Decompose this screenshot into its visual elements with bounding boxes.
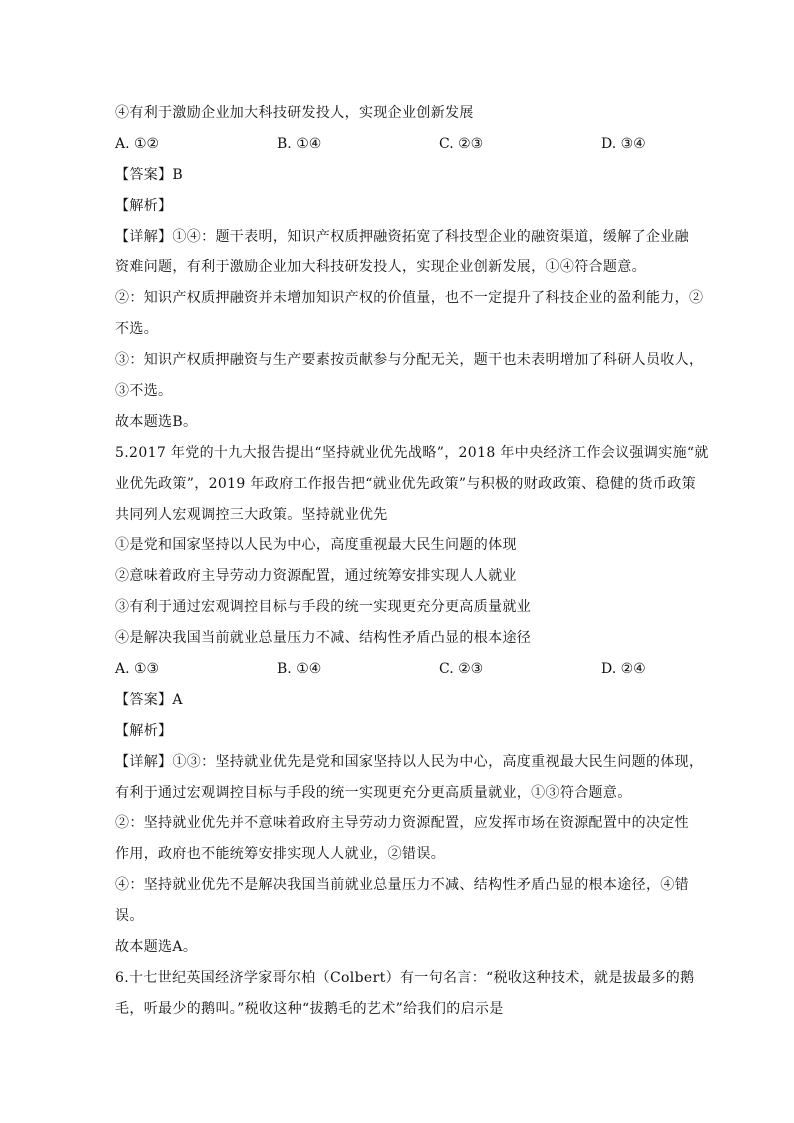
q5-stem-line-2: 业优先政策”，2019 年政府工作报告把“就业优先政策”与积极的财政政策、稳健的货币政策 bbox=[115, 475, 696, 492]
q4-detail-line-6: ③不选。 bbox=[115, 383, 173, 400]
q5-detail-line-6: 误。 bbox=[115, 908, 144, 925]
q4-detail-line-5: ③：知识产权质押融资与生产要素按贡献参与分配无关，题干也未表明增加了科研人员收人， bbox=[115, 352, 704, 369]
q6-stem-line-2: 毛，听最少的鹅叫。”税收这种“拔鹅毛的艺术”给我们的启示是 bbox=[115, 1000, 504, 1017]
q4-option-c: C. ②③ bbox=[439, 135, 484, 152]
q5-detail-line-3: ②：坚持就业优先并不意味着政府主导劳动力资源配置，应发挥市场在资源配置中的决定性 bbox=[115, 815, 689, 832]
q4-detail-line-2: 资难问题，有利于激励企业加大科技研发投人，实现企业创新发展，①④符合题意。 bbox=[115, 259, 646, 276]
q5-detail-line-2: 有利于通过宏观调控目标与手段的统一实现更充分更高质量就业，①③符合题意。 bbox=[115, 784, 632, 801]
q5-stem-line-3: 共同列人宏观调控三大政策。坚持就业优先 bbox=[115, 506, 388, 523]
exam-page bbox=[115, 98, 709, 1025]
q5-conclusion: 故本题选A。 bbox=[115, 939, 198, 956]
q4-statement-4: ④有利于激励企业加大科技研发投人，实现企业创新发展 bbox=[115, 105, 474, 121]
q5-option-b: B. ①④ bbox=[277, 661, 322, 678]
q4-option-d: D. ③④ bbox=[601, 135, 646, 152]
q5-option-a: A. ①③ bbox=[115, 661, 160, 678]
q6-stem-line-1: 6.十七世纪英国经济学家哥尔柏（Colbert）有一句名言：“税收这种技术，就是拔最多的鹅 bbox=[115, 969, 695, 986]
q5-statement-4: ④是解决我国当前就业总量压力不减、结构性矛盾凸显的根本途径 bbox=[115, 630, 532, 647]
q5-option-d: D. ②④ bbox=[601, 661, 646, 678]
q4-detail-line-1: 【详解】①④：题干表明，知识产权质押融资拓宽了科技型企业的融资渠道，缓解了企业融 bbox=[115, 228, 689, 245]
q4-analysis-label: 【解析】 bbox=[115, 197, 173, 214]
q4-option-a: A. ①② bbox=[115, 135, 160, 152]
q5-detail-line-4: 作用，政府也不能统筹安排实现人人就业，②错误。 bbox=[115, 846, 446, 863]
q5-detail-line-5: ④：坚持就业优先不是解决我国当前就业总量压力不减、结构性矛盾凸显的根本途径，④错 bbox=[115, 877, 689, 894]
q5-stem-line-1: 5.2017 年党的十九大报告提出“坚持就业优先战略”，2018 年中央经济工作会议强调实施“就 bbox=[115, 444, 709, 461]
q5-analysis-label: 【解析】 bbox=[115, 722, 173, 739]
q4-detail-line-3: ②：知识产权质押融资并未增加知识产权的价值量，也不一定提升了科技企业的盈利能力，② bbox=[115, 290, 704, 307]
q4-detail-line-4: 不选。 bbox=[115, 321, 159, 338]
q4-options bbox=[115, 129, 683, 160]
q5-statement-1: ①是党和国家坚持以人民为中心，高度重视最大民生问题的体现 bbox=[115, 537, 517, 554]
q5-statement-2: ②意味着政府主导劳动力资源配置，通过统筹安排实现人人就业 bbox=[115, 568, 517, 585]
q5-detail-line-1: 【详解】①③：坚持就业优先是党和国家坚持以人民为中心，高度重视最大民生问题的体现， bbox=[115, 753, 704, 770]
q5-options bbox=[115, 654, 683, 685]
q5-answer: 【答案】A bbox=[115, 691, 183, 708]
q4-conclusion: 故本题选B。 bbox=[115, 413, 198, 430]
q5-option-c: C. ②③ bbox=[439, 661, 484, 678]
q4-answer: 【答案】B bbox=[115, 166, 184, 183]
q4-option-b: B. ①④ bbox=[277, 135, 322, 152]
q5-statement-3: ③有利于通过宏观调控目标与手段的统一实现更充分更高质量就业 bbox=[115, 599, 532, 616]
